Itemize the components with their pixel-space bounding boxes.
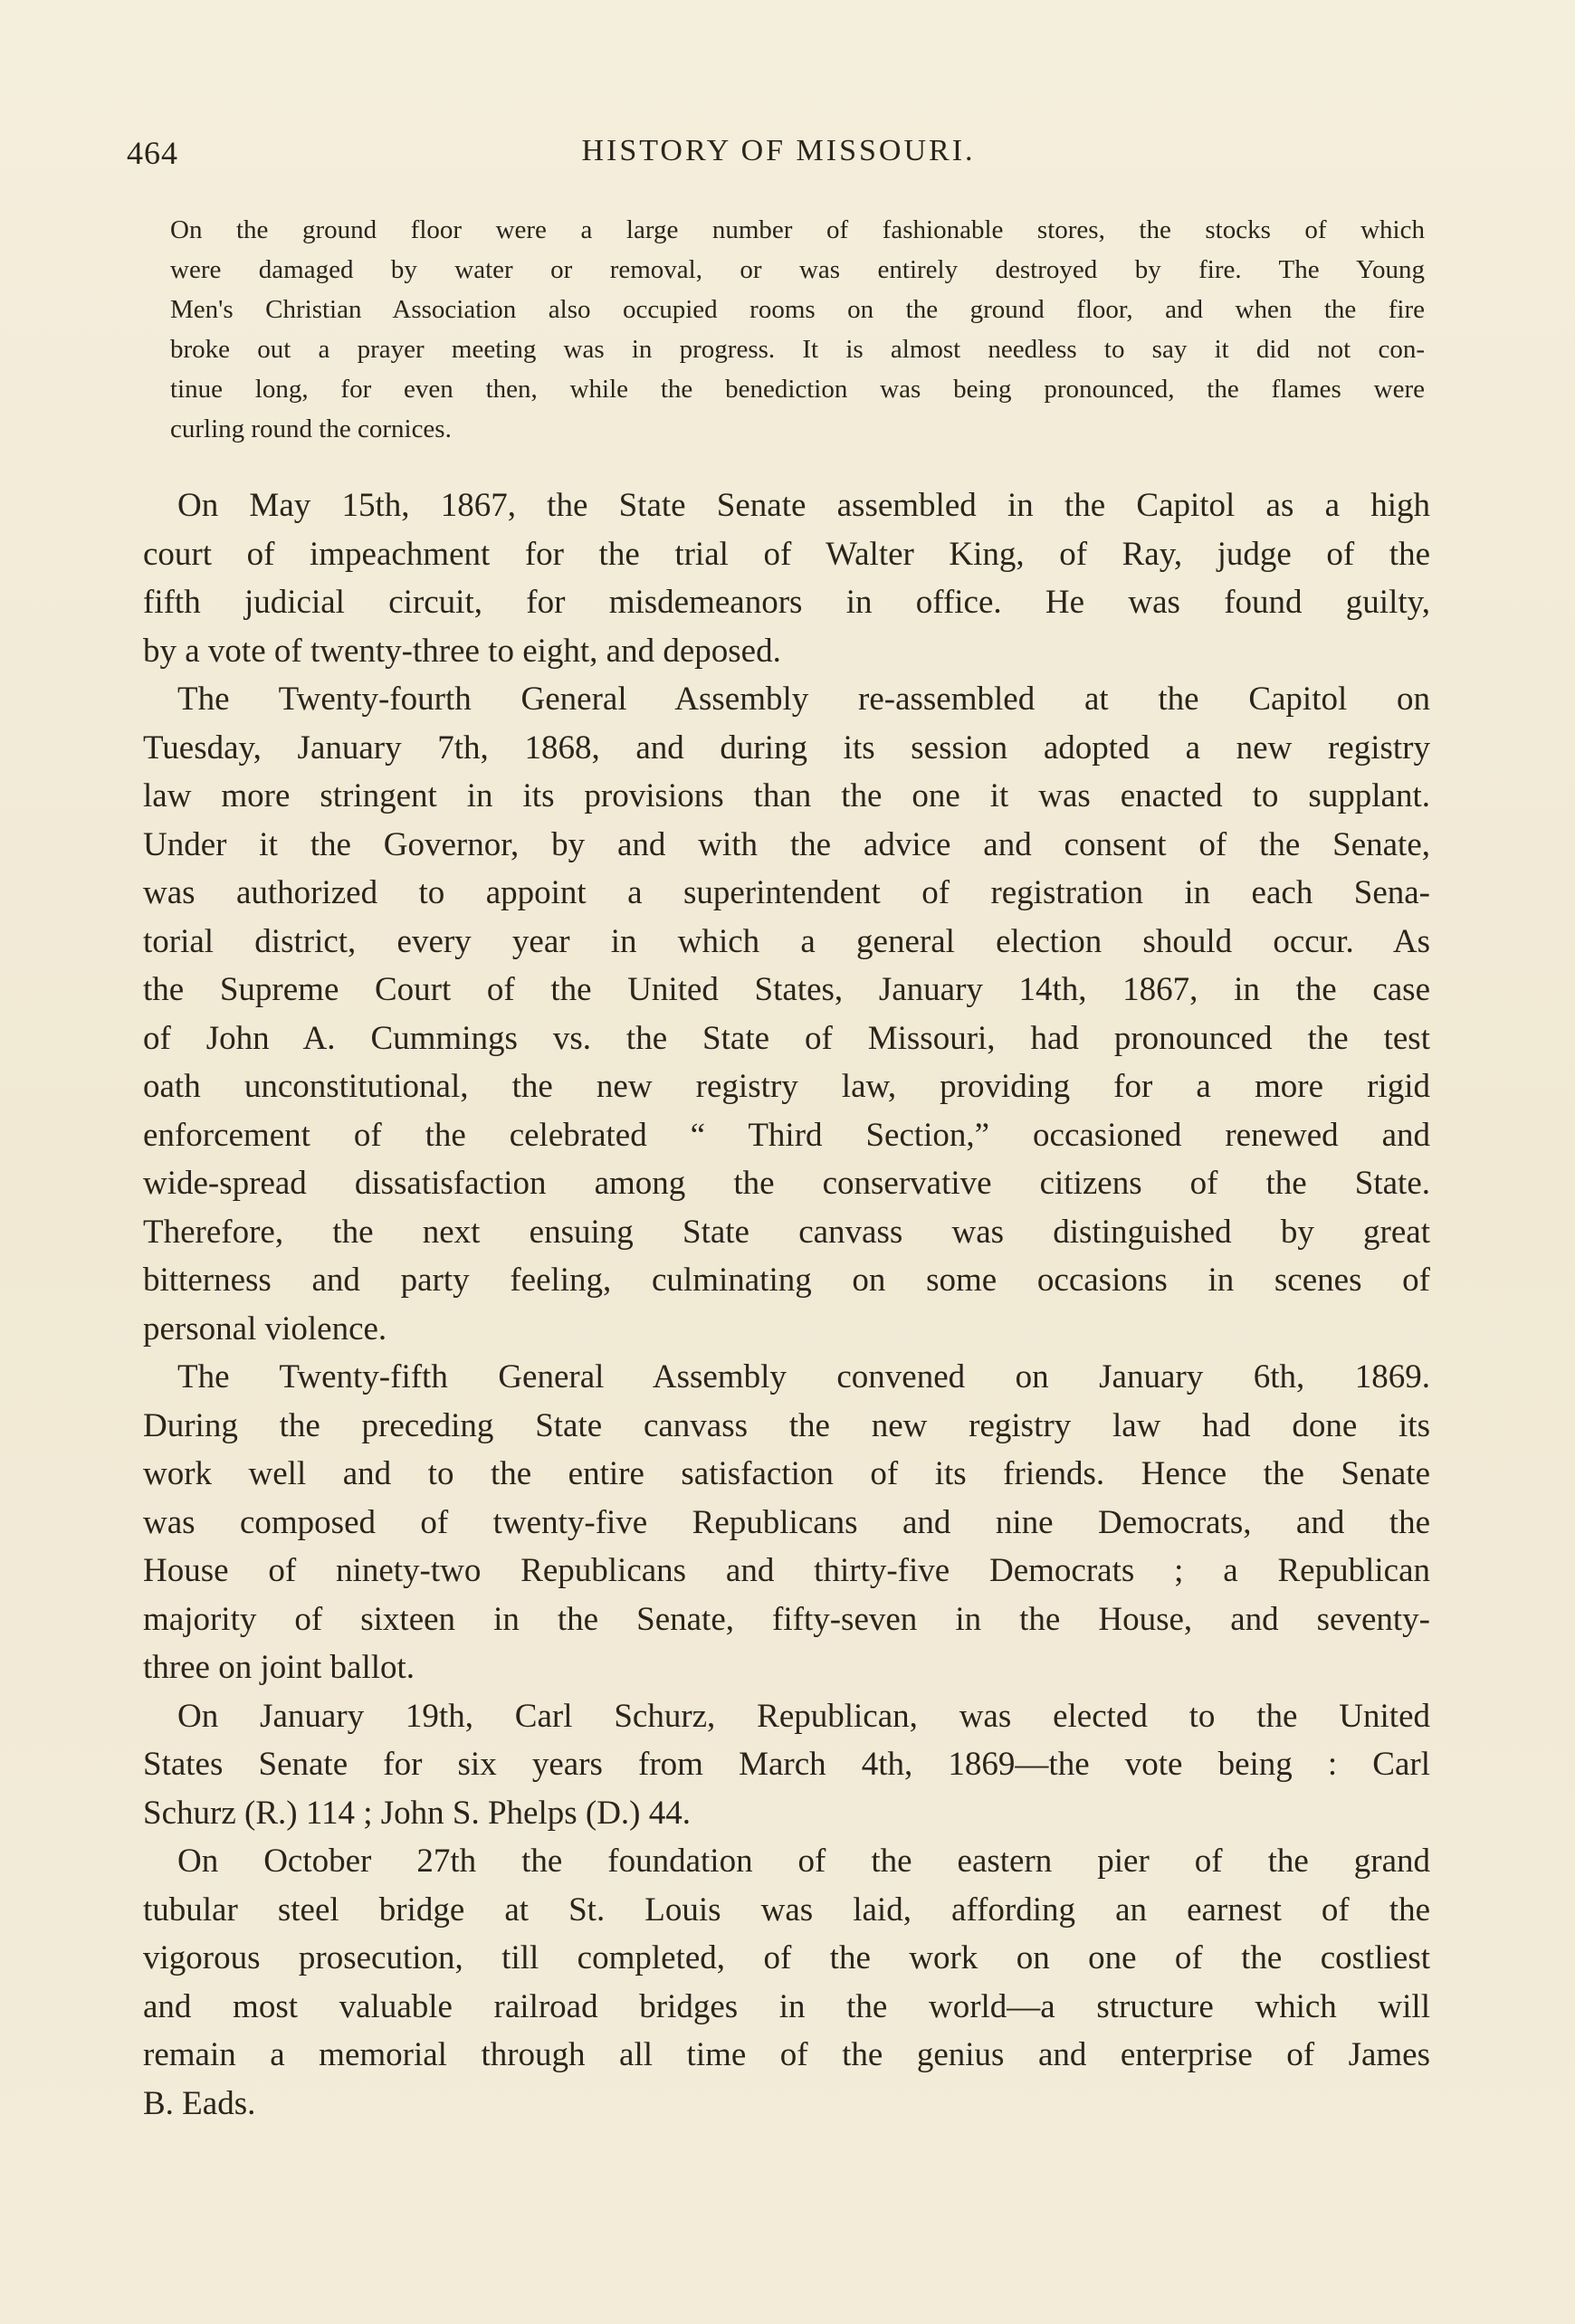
text-line: enforcement of the celebrated “ Third Section,” occasioned renewed and [143,1116,1430,1154]
text-line: The Twenty-fourth General Assembly re-assembled at the Capitol on [177,681,1430,718]
text-line: fifth judicial circuit, for misdemeanors in office. He was found guilty, [143,584,1430,621]
text-line: B. Eads. [143,2084,256,2122]
text-line: tinue long, for even then, while the benediction was being pronounced, the flames were [170,375,1425,404]
text-line: by a vote of twenty-three to eight, and deposed. [143,632,781,670]
text-line: broke out a prayer meeting was in progress. It is almost needless to say it did not con- [170,335,1425,364]
text-line: were damaged by water or removal, or was entirely destroyed by fire. The Young [170,255,1425,284]
text-line: On October 27th the foundation of the eastern pier of the grand [177,1843,1430,1880]
text-line: Therefore, the next ensuing State canvass was distinguished by great [143,1213,1430,1251]
text-line: On the ground floor were a large number of fashionable stores, the stocks of which [170,215,1425,244]
text-line: The Twenty-fifth General Assembly convened on January 6th, 1869. [177,1358,1430,1395]
text-line: tubular steel bridge at St. Louis was laid, affording an earnest of the [143,1891,1430,1929]
page-header [127,134,1430,179]
text-line: On January 19th, Carl Schurz, Republican, was elected to the United [177,1697,1430,1735]
text-line: the Supreme Court of the United States, January 14th, 1867, in the case [143,971,1430,1008]
text-line: Schurz (R.) 114 ; John S. Phelps (D.) 44. [143,1794,691,1832]
text-line: Under it the Governor, by and with the advice and consent of the Senate, [143,825,1430,863]
page-number: 464 [127,135,178,171]
text-line: bitterness and party feeling, culminating on some occasions in scenes of [143,1262,1430,1299]
body-text [143,481,1430,2128]
text-line: On May 15th, 1867, the State Senate assembled in the Capitol as a high [177,487,1430,524]
text-line: work well and to the entire satisfaction of its friends. Hence the Senate [143,1455,1430,1492]
text-line: personal violence. [143,1310,387,1348]
text-line: wide-spread dissatisfaction among the conservative citizens of the State. [143,1165,1430,1202]
text-line: and most valuable railroad bridges in the world—a structure which will [143,1987,1430,2025]
text-line: torial district, every year in which a general election should occur. As [143,922,1430,960]
text-line: House of ninety-two Republicans and thirty-five Democrats ; a Republican [143,1552,1430,1589]
text-line: Tuesday, January 7th, 1868, and during its session adopted a new registry [143,729,1430,767]
text-line: three on joint ballot. [143,1649,415,1686]
text-line: majority of sixteen in the Senate, fifty-seven in the House, and seventy- [143,1600,1430,1638]
text-line: oath unconstitutional, the new registry law, providing for a more rigid [143,1068,1430,1105]
text-line: was composed of twenty-five Republicans and nine Democrats, and the [143,1503,1430,1541]
text-line: of John A. Cummings vs. the State of Missouri, had pronounced the test [143,1019,1430,1057]
text-line: During the preceding State canvass the new registry law had done its [143,1406,1430,1444]
text-line: Men's Christian Association also occupied rooms on the ground floor, and when the fire [170,295,1425,324]
text-line: curling round the cornices. [170,414,452,443]
text-line: was authorized to appoint a superintendent of registration in each Sena- [143,874,1430,911]
text-line: law more stringent in its provisions than the one it was enacted to supplant. [143,777,1430,814]
text-line: vigorous prosecution, till completed, of the work on one of the costliest [143,1939,1430,1976]
running-title: HISTORY OF MISSOURI. [581,134,976,167]
text-line: States Senate for six years from March 4th, 1869—the vote being : Carl [143,1746,1430,1783]
text-line: remain a memorial through all time of the genius and enterprise of James [143,2036,1430,2073]
text-line: court of impeachment for the trial of Walter King, of Ray, judge of the [143,535,1430,573]
quoted-passage [170,210,1425,449]
